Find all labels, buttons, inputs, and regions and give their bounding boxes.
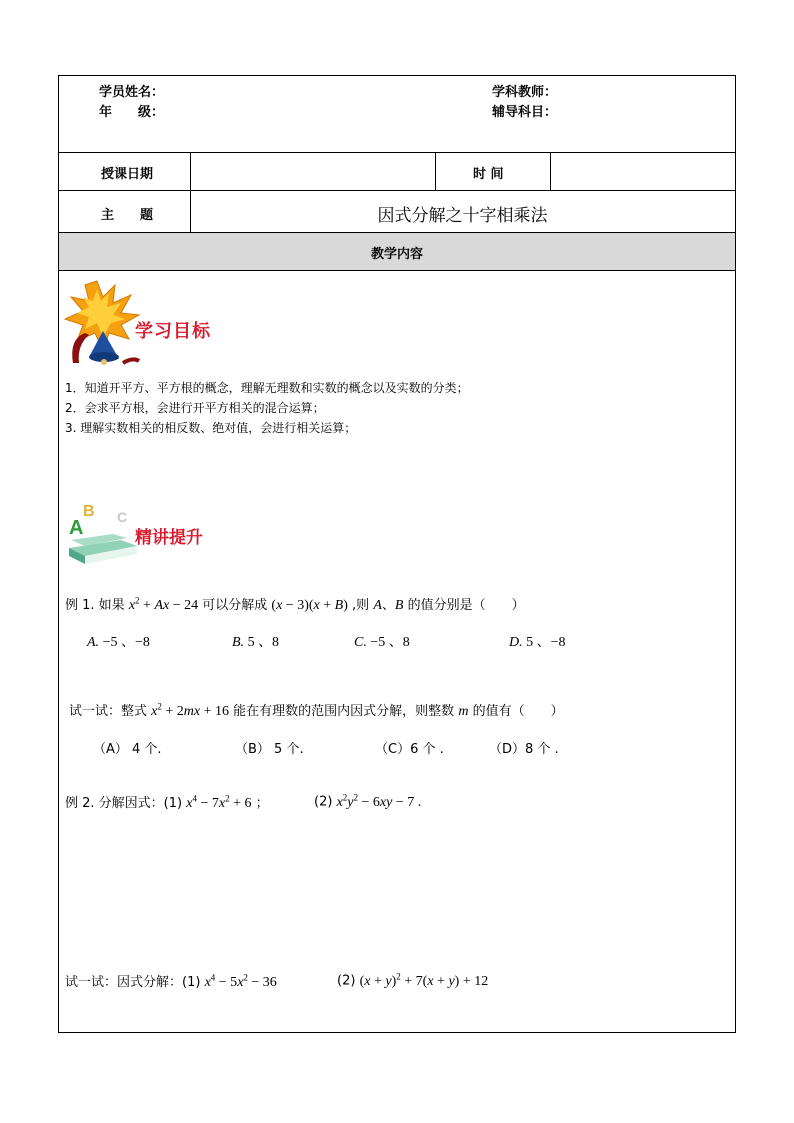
option-a-letter: A. (87, 635, 100, 650)
try1-option-b: （B） 5 个. (235, 742, 304, 757)
info-row (59, 76, 735, 153)
example1-option-b (232, 631, 279, 651)
option-b-letter: B. (232, 635, 245, 650)
example1-var-b: B (394, 598, 404, 613)
svg-text:C: C (117, 509, 128, 525)
option-c-value: −5 、8 (370, 635, 410, 650)
try1-tail: 的值有（ ） (472, 704, 564, 719)
example2-part2 (314, 792, 421, 811)
example2-part2-label: (2) (314, 794, 333, 810)
date-row (59, 153, 735, 191)
example1-expression: $x^2 + Ax - 24$ (128, 595, 199, 613)
objectives-banner (63, 279, 233, 367)
example1-mid1: 可以分解成 (202, 598, 268, 613)
divider (190, 153, 191, 190)
svg-text:A: A (69, 517, 84, 539)
objective-item: 3. 理解实数相关的相反数、绝对值，会进行相关运算； (65, 421, 357, 435)
try2-expression2: $(x + y)^2 + 7(x + y) + 12$ (359, 971, 489, 989)
example2-expression2: $x^2y^2 - 6xy - 7$ . (336, 792, 422, 810)
topic-row (59, 191, 735, 233)
objective-item: 2．会求平方根，会进行开平方相关的混合运算； (65, 401, 325, 415)
topic-label: 主 题 (101, 208, 154, 223)
date-label: 授课日期 (101, 167, 154, 182)
option-d-letter: D. (509, 635, 523, 650)
example1-vars: A (373, 598, 382, 613)
try1-option-c: （C）6 个 . (375, 742, 444, 757)
content-header-label: 教学内容 (370, 247, 423, 262)
example1-question: 例 1. 如果 $x^2 + Ax - 24$ 可以分解成 (x − 3)(x + B) ,则 A、B 的值分别是（ ） (65, 595, 525, 613)
teacher-label: 学科教师： (492, 85, 558, 100)
example1-prefix: 例 1. 如果 (65, 598, 125, 613)
divider (550, 153, 551, 190)
lecture-banner (63, 496, 233, 566)
time-label: 时 间 (473, 167, 504, 182)
example1-options (87, 631, 150, 651)
topic-value: 因式分解之十字相乘法 (377, 206, 548, 226)
option-b-value: 5 、8 (247, 635, 280, 650)
abc-book-icon (63, 496, 143, 566)
student-name-label: 学员姓名： (99, 85, 165, 100)
example2-question (65, 792, 269, 812)
try2-expression1: $x^4 - 5x^2 - 36$ (204, 972, 277, 990)
example1-factors: (x − 3)(x + B) (271, 598, 348, 613)
try1-question (69, 700, 564, 720)
option-d-value: 5 、−8 (526, 635, 566, 650)
try1-option-d: （D）8 个 . (489, 742, 559, 757)
try2-part2 (337, 971, 488, 990)
grade-label: 年 级： (99, 105, 165, 120)
try1-expression: $x^2 + 2mx + 16$ (151, 701, 230, 719)
try2-question (65, 971, 277, 991)
objective-item: 1．知道开平方、平方根的概念，理解无理数和实数的概念以及实数的分类； (65, 381, 469, 395)
example2-sep: ； (255, 796, 269, 811)
lecture-title: 精讲提升 (135, 528, 203, 548)
example2-expression1: $x^4 - 7x^2 + 6$ (186, 793, 252, 811)
option-c-letter: C. (354, 635, 367, 650)
svg-text:B: B (83, 503, 95, 520)
try2-part2-label: (2) (337, 973, 356, 989)
example1-option-c (354, 631, 410, 651)
example1-option-d (509, 631, 566, 651)
try2-prefix: 试一试：因式分解：(1) (65, 975, 201, 990)
example1-mid2: ,则 (352, 598, 370, 613)
try1-mid: 能在有理数的范围内因式分解，则整数 (233, 704, 455, 719)
example2-prefix: 例 2. 分解因式：(1) (65, 796, 183, 811)
try1-option-a: （A） 4 个. (93, 742, 162, 757)
lesson-sheet (58, 75, 736, 1033)
try1-var-m: m (458, 704, 469, 719)
subject-label: 辅导科目： (492, 105, 558, 120)
divider (435, 153, 436, 190)
try1-prefix: 试一试：整式 (69, 704, 148, 719)
option-a-value: −5 、−8 (102, 635, 150, 650)
example1-tail: 的值分别是（ ） (407, 598, 525, 613)
content-header (59, 233, 735, 271)
objectives-title: 学习目标 (135, 321, 211, 342)
maple-leaf-bell-icon (63, 279, 143, 367)
